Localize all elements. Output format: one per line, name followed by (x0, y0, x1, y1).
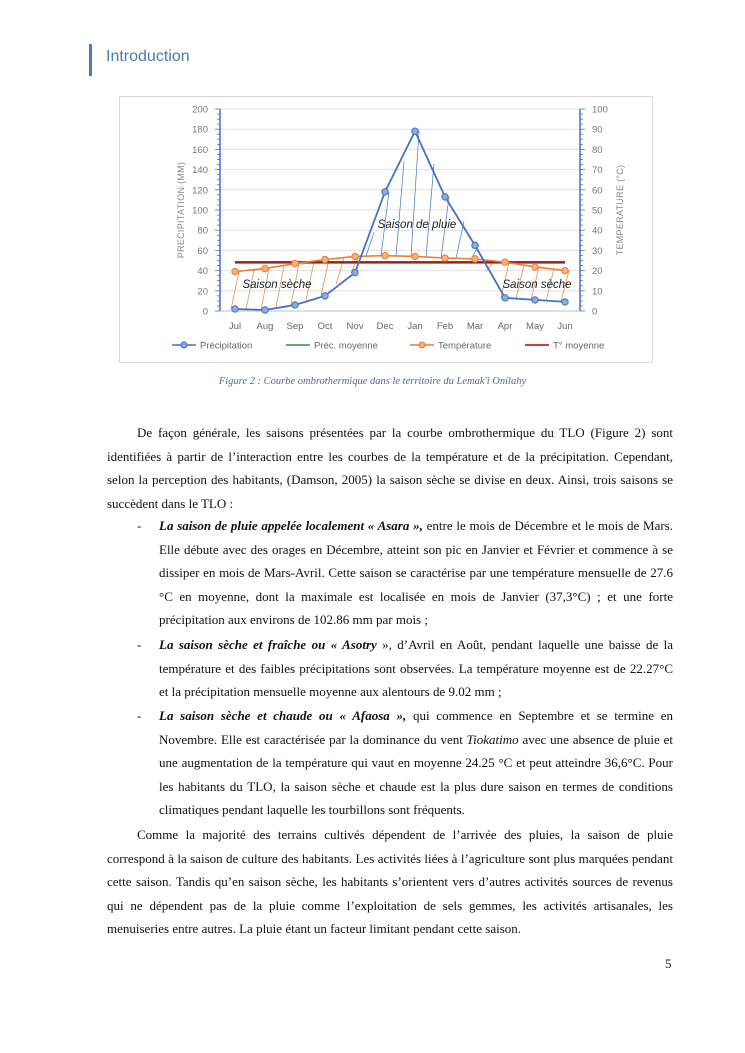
bullet-dry-hot-title: La saison sèche et chaude ou « Afaosa », (159, 708, 407, 723)
temperature-point (352, 253, 358, 259)
legend-marker (419, 342, 425, 348)
y2-tick-label: 90 (592, 124, 603, 136)
bullet-dry-hot-text-b: avec une absence de pluie et une augmentation de la température qui vaut en moyenne 24.25 °C et peut atteindre 36,6°C. Pour les habitants du TLO, la saison sèche et chaude est la plus dure saison en termes de conditions climatiques pendant laquelle les tourbillons sont fréquents. (159, 731, 673, 818)
x-tick-label: Apr (497, 321, 513, 332)
paragraph-intro: De façon générale, les saisons présentées par la courbe ombrothermique du TLO (Figure 2) sont identifiées à partir de l’interaction entre les courbes de la température et de la précipitation. Cependant, selon la perception des habitants, (Damson, 2005) la saison sèche se divise en deux. Ainsi, trois saisons se succèdent dans le TLO : (107, 425, 673, 511)
precipitation-point (262, 307, 268, 313)
ombrothermic-chart (120, 97, 652, 362)
bullet-dry-hot-text-a: qui commence en Septembre et se termine en Novembre. Elle est caractérisée par la dominance du vent (159, 708, 673, 747)
temperature-point (232, 268, 238, 274)
legend-label: T° moyenne (553, 340, 605, 352)
hatch-line (426, 164, 434, 257)
bullet-dry-cool-text: », d’Avril en Août, pendant laquelle une baisse de la température et des faibles précipitations sont observées. La température moyenne est de 22.27°C et la précipitation mensuelle moyenne aux alentours de 9.02 mm ; (159, 637, 673, 700)
temperature-point (562, 267, 568, 273)
bullet-dry-hot-season (159, 704, 673, 822)
bullet-rainy-season (159, 514, 673, 632)
precipitation-point (502, 295, 508, 301)
figure-caption: Figure 2 : Courbe ombrothermique dans le territoire du Lemak'i Onilahy (218, 376, 527, 387)
x-tick-label: Jun (557, 321, 573, 332)
x-tick-label: Feb (436, 321, 454, 332)
temperature-point (322, 256, 328, 262)
y-tick-label: 20 (197, 286, 208, 298)
hatch-line (396, 162, 404, 257)
y-tick-label: 0 (202, 306, 208, 318)
precipitation-point (322, 293, 328, 299)
x-tick-label: Jul (228, 321, 242, 332)
bullet-dash: - (137, 637, 142, 652)
y2-tick-label: 10 (592, 286, 603, 298)
y-tick-label: 40 (197, 266, 208, 278)
precipitation-point (562, 299, 568, 305)
x-tick-label: Sep (286, 321, 304, 332)
y-tick-label: 100 (192, 205, 208, 217)
y2-tick-label: 30 (592, 245, 603, 257)
temperature-point (472, 256, 478, 262)
temperature-point (502, 259, 508, 265)
bullet-dry-cool-title: La saison sèche et fraîche ou « Asotry (159, 637, 377, 652)
bullet-dry-cool-season (159, 633, 673, 704)
legend-label: Précipitation (200, 340, 253, 352)
temperature-point (442, 255, 448, 261)
y2-tick-label: 40 (592, 225, 603, 237)
y-tick-label: 180 (192, 124, 208, 136)
page-number: 5 (665, 956, 672, 971)
x-tick-label: Mar (466, 321, 484, 332)
y-tick-label: 80 (197, 225, 208, 237)
temperature-point (412, 253, 418, 259)
wind-name: Tiokatimo (466, 731, 519, 747)
section-title: Introduction (106, 48, 190, 65)
y-tick-label: 140 (192, 165, 208, 177)
legend-marker (181, 342, 187, 348)
temperature-point (532, 264, 538, 270)
legend-label: Préc. moyenne (314, 340, 378, 352)
y2-axis-title: TEMPERATURE (°C) (615, 164, 625, 256)
precipitation-point (382, 189, 388, 195)
annotation-dry-season: Saison sèche (502, 279, 572, 291)
bullet-rainy-title: La saison de pluie appelée localement « Asara », (159, 518, 423, 533)
annotation-rainy-season: Saison de pluie (377, 219, 457, 231)
y-tick-label: 160 (192, 144, 208, 156)
x-tick-label: Nov (346, 321, 364, 332)
precipitation-point (532, 297, 538, 303)
y-axis-title: PRECIPITATION (MM) (176, 161, 186, 259)
chart-frame (119, 96, 653, 363)
precipitation-point (442, 194, 448, 200)
temperature-point (292, 260, 298, 266)
temperature-point (262, 265, 268, 271)
y2-tick-label: 20 (592, 266, 603, 278)
annotation-dry-season: Saison sèche (242, 279, 312, 291)
precipitation-point (472, 242, 478, 248)
x-tick-label: Jan (407, 321, 423, 332)
y2-tick-label: 70 (592, 165, 603, 177)
precipitation-point (412, 128, 418, 134)
temperature-point (382, 252, 388, 258)
x-tick-label: Dec (376, 321, 394, 332)
y-tick-label: 200 (192, 104, 208, 116)
legend-label: Température (438, 340, 492, 352)
bullet-dash: - (137, 518, 142, 533)
hatch-line (411, 131, 419, 256)
paragraph-conclusion: Comme la majorité des terrains cultivés dépendent de l’arrivée des pluies, la saison de pluie correspond à la saison de culture des habitants. Les activités liées à l’agriculture sont plus marquées pendant cette saison. Tandis qu’en saison sèche, les habitants s’orientent vers d’autres activités sources de revenus qui ne dépendent pas de la pluie comme l’exploitation de sels gemmes, les activités artisanales, les menuiseries entre autres. La pluie étant un facteur limitant pendant cette saison. (107, 827, 673, 937)
y-tick-label: 120 (192, 185, 208, 197)
y2-tick-label: 80 (592, 144, 603, 156)
hatch-line (231, 272, 239, 309)
hatch-line (366, 232, 374, 256)
y2-tick-label: 60 (592, 185, 603, 197)
bullet-rainy-text: entre le mois de Décembre et le mois de Mars. Elle débute avec des orages en Décembre, atteint son pic en Janvier et Février et commence à se dissiper en mois de Mars-Avril. Cette saison se caractérise par une température mensuelle de 27.6 °C en moyenne, dont la maximale est localisée en mois de Janvier (37,3°C) ; et une forte précipitation aux environs de 102.86 mm par mois ; (159, 518, 673, 628)
x-tick-label: May (526, 321, 544, 332)
y-tick-label: 60 (197, 245, 208, 257)
y2-tick-label: 50 (592, 205, 603, 217)
precipitation-point (232, 306, 238, 312)
precipitation-point (352, 269, 358, 275)
y2-tick-label: 100 (592, 104, 608, 116)
x-tick-label: Aug (256, 321, 274, 332)
bullet-dash: - (137, 708, 142, 723)
y2-tick-label: 0 (592, 306, 598, 318)
precipitation-point (292, 302, 298, 308)
header-accent-bar (89, 44, 92, 76)
x-tick-label: Oct (317, 321, 333, 332)
